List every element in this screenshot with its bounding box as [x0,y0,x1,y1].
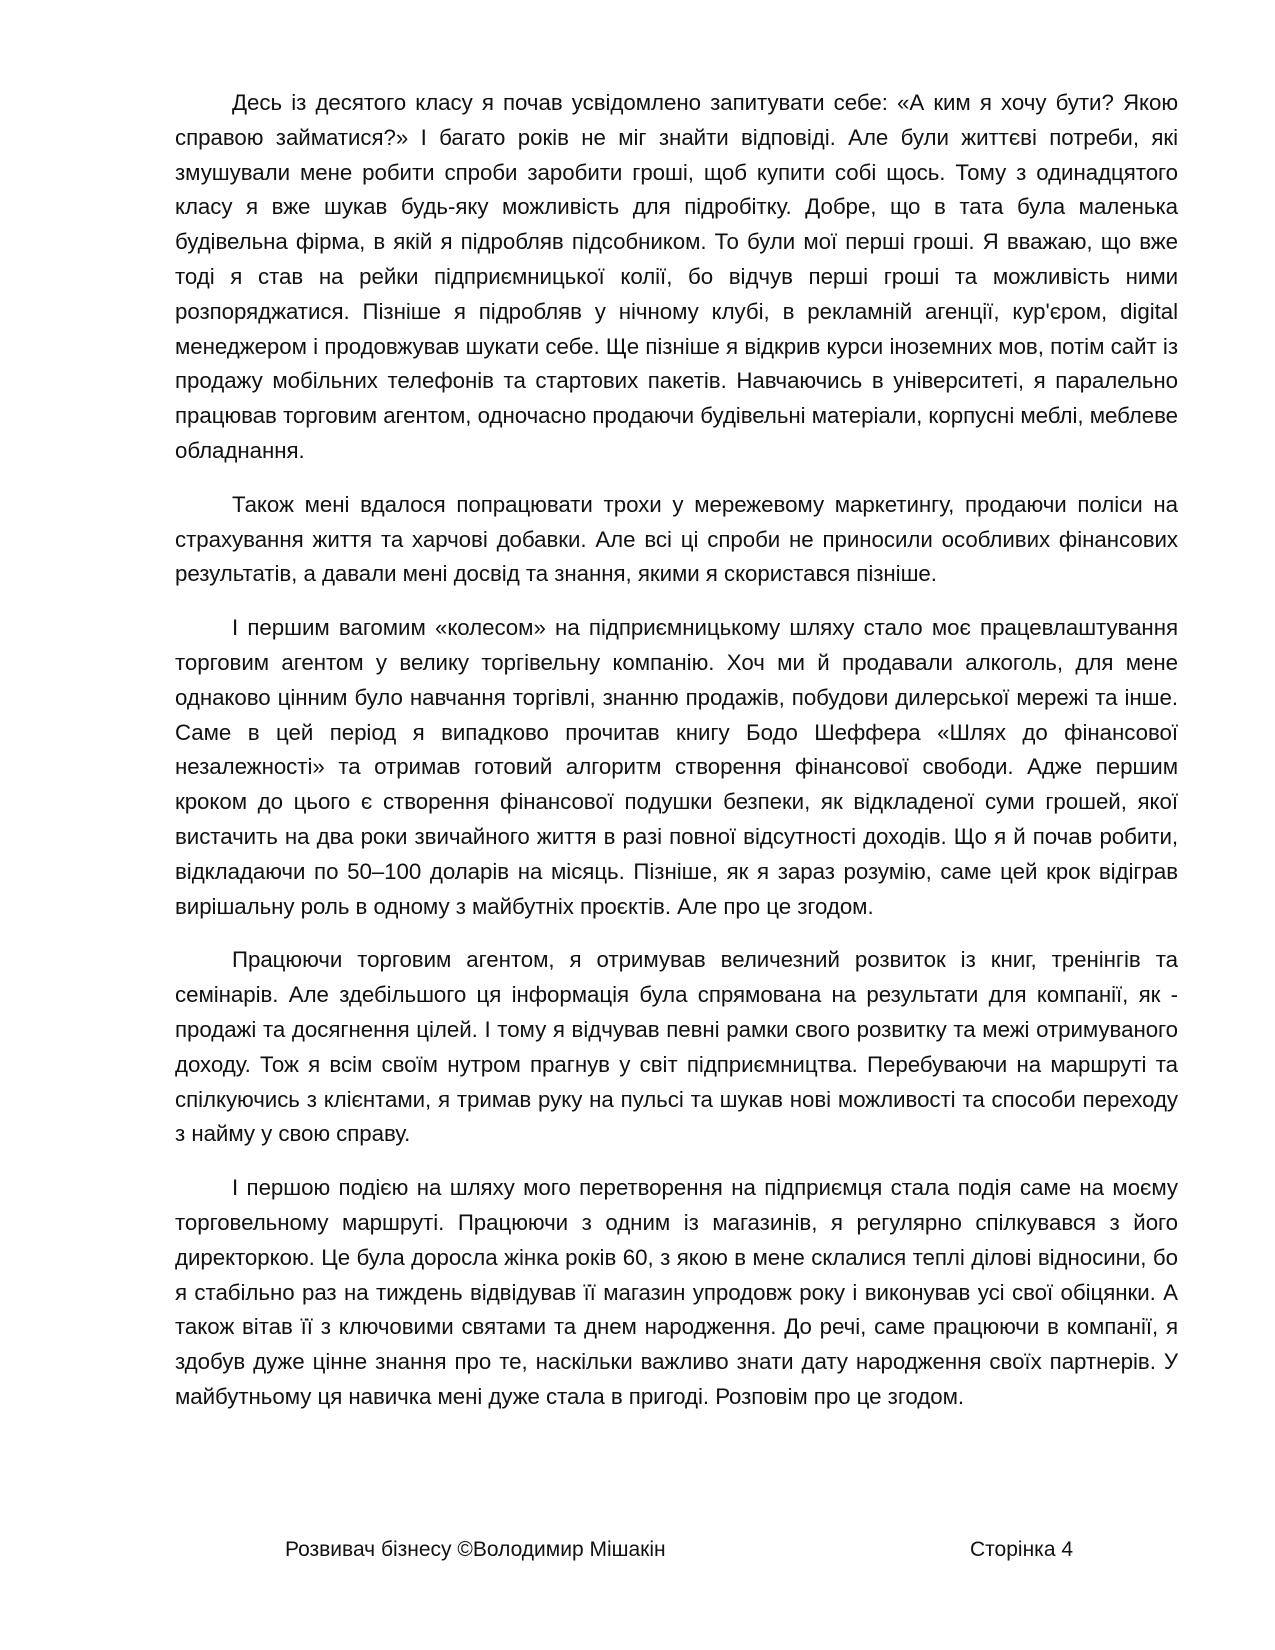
document-body [175,86,1178,1434]
paragraph-3: І першим вагомим «колесом» на підприємницькому шляху стало моє працевлаштування торговим агентом у велику торгівельну компанію. Хоч ми й продавали алкоголь, для мене однаково цінним було навчання торгівлі, знанню продажів, побудови дилерської мережі та інше. Саме в цей період я випадково прочитав книгу Бодо Шеффера «Шлях до фінансової незалежності» та отримав готовий алгоритм створення фінансової свободи. Адже першим кроком до цього є створення фінансової подушки безпеки, як відкладеної суми грошей, якої вистачить на два роки звичайного життя в разі повної відсутності доходів. Що я й почав робити, відкладаючи по 50–100 доларів на місяць. Пізніше, як я зараз розумію, саме цей крок відіграв вирішальну роль в одному з майбутніх проєктів. Але про це згодом. [175,615,1178,919]
footer-author: Розвивач бізнесу ©Володимир Мішакін [285,1538,666,1561]
paragraph-2: Також мені вдалося попрацювати трохи у мережевому маркетингу, продаючи поліси на страхування життя та харчові добавки. Але всі ці спроби не приносили особливих фінансових результатів, а давали мені досвід та знання, якими я скористався пізніше. [175,491,1178,587]
footer-page-number: Сторінка 4 [970,1538,1074,1561]
paragraph-4: Працюючи торговим агентом, я отримував величезний розвиток із книг, тренінгів та семінарів. Але здебільшого ця інформація була спрямована на результати для компанії, як - продажі та досягнення цілей. І тому я відчував певні рамки свого розвитку та межі отримуваного доходу. Тож я всім своїм нутром прагнув у світ підприємництва. Перебуваючи на маршруті та спілкуючись з клієнтами, я тримав руку на пульсі та шукав нові можливості та способи переходу з найму у свою справу. [175,947,1178,1147]
page-footer [0,1535,1275,1565]
paragraph-5: І першою подією на шляху мого перетворення на підприємця стала подія саме на моєму торговельному маршруті. Працюючи з одним із магазинів, я регулярно спілкувався з його директоркою. Це була доросла жінка років 60, з якою в мене склалися теплі ділові відносини, бо я стабільно раз на тиждень відвідував її магазин упродовж року і виконував усі свої обіцянки. А також вітав її з ключовими святами та днем народження. До речі, саме працюючи в компанії, я здобув дуже цінне знання про те, наскільки важливо знати дату народження своїх партнерів. У майбутньому ця навичка мені дуже стала в пригоді. Розповім про це згодом. [175,1175,1178,1409]
paragraph-1: Десь із десятого класу я почав усвідомлено запитувати себе: «А ким я хочу бути? Якою справою займатися?» І багато років не міг знайти відповіді. Але були життєві потреби, які змушували мене робити спроби заробити гроші, щоб купити собі щось. Тому з одинадцятого класу я вже шукав будь-яку можливість для підробітку. Добре, що в тата була маленька будівельна фірма, в якій я підробляв підсобником. То були мої перші гроші. Я вважаю, що вже тоді я став на рейки підприємницької колії, бо відчув перші гроші та можливість ними розпоряджатися. Пізніше я підробляв у нічному клубі, в рекламній агенції, кур'єром, digital менеджером і продовжував шукати себе. Ще пізніше я відкрив курси іноземних мов, потім сайт із продажу мобільних телефонів та стартових пакетів. Навчаючись в університеті, я паралельно працював торговим агентом, одночасно продаючи будівельні матеріали, корпусні меблі, меблеве обладнання. [175,90,1178,463]
